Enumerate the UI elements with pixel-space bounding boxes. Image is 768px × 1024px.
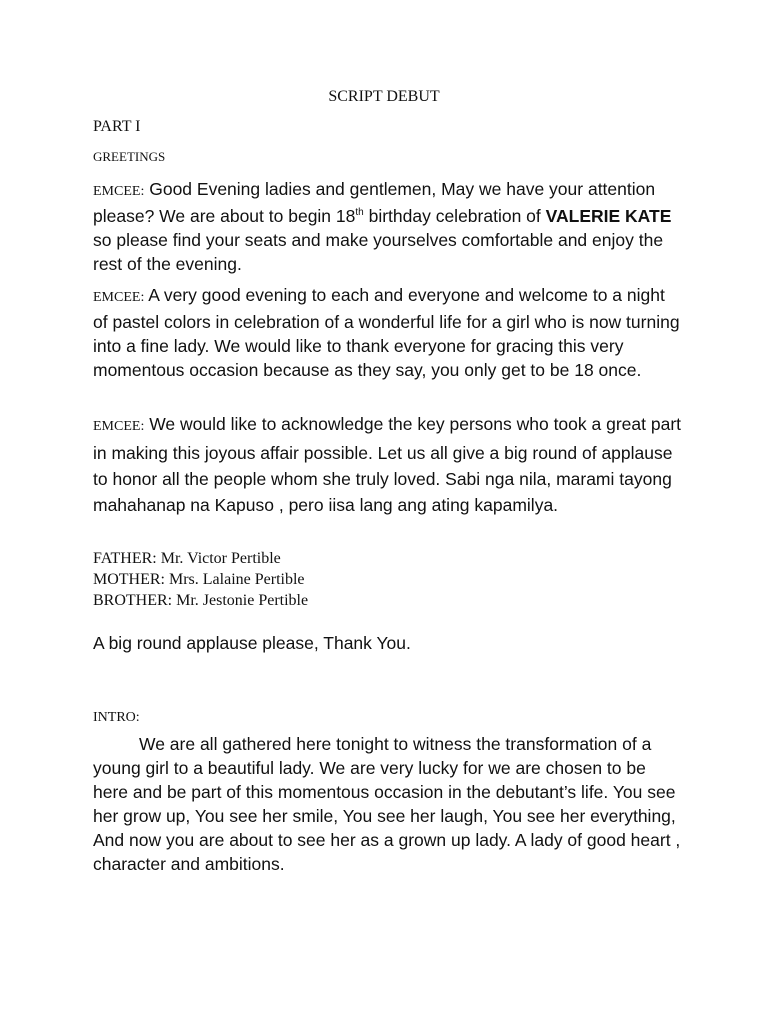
document-title: SCRIPT DEBUT [328,88,440,105]
para1-superscript: th [355,207,364,219]
key-persons-list [93,548,308,611]
emcee-paragraph-2 [93,283,683,382]
para2-text: A very good evening to each and everyone and welcome to a night of pastel colors in celebration of a wonderful life for a girl who is now turning into a fine lady. We would like to thank everyone for gracing this very momentous occasion because as they say, you only get to be 18 once. [93,285,680,380]
emcee-label: EMCEE: [93,419,145,434]
intro-heading: INTRO: [93,710,140,725]
applause-line: A big round applause please, Thank You. [93,633,411,653]
emcee-label: EMCEE: [93,184,145,199]
para1-text-c: so please find your seats and make yourselves comfortable and enjoy the rest of the evening. [93,230,664,274]
greetings-heading: GREETINGS [93,149,166,164]
part-heading: PART I [93,118,141,135]
emcee-paragraph-1 [93,177,683,276]
para1-text-b: birthday celebration of [363,206,546,226]
intro-text: We are all gathered here tonight to witness the transformation of a young girl to a beautiful lady. We are very lucky for we are chosen to be here and be part of this momentous occasion in the debutant’s life. You see her grow up, You see her smile, You see her laugh, You see her everything, And now you are about to see her as a grown up lady. A lady of good heart , character and ambitions. [93,734,681,874]
para3-text: We would like to acknowledge the key persons who took a great part in making this joyous affair possible. Let us all give a big round of applause to honor all the people whom she truly loved. Sabi nga nila, marami tayong mahahanap na Kapuso , pero iisa lang ang ating kapamilya. [93,414,682,515]
person-mother: MOTHER: Mrs. Lalaine Pertible [93,571,305,588]
para1-text-a: Good Evening ladies and gentlemen, May we have your attention please? We are about to begin 18 [93,179,656,226]
person-brother: BROTHER: Mr. Jestonie Pertible [93,592,309,609]
intro-paragraph [93,732,683,876]
person-father: FATHER: Mr. Victor Pertible [93,550,281,567]
emcee-paragraph-3 [93,411,683,518]
debutante-name: VALERIE KATE [545,206,672,226]
emcee-label: EMCEE: [93,290,145,305]
